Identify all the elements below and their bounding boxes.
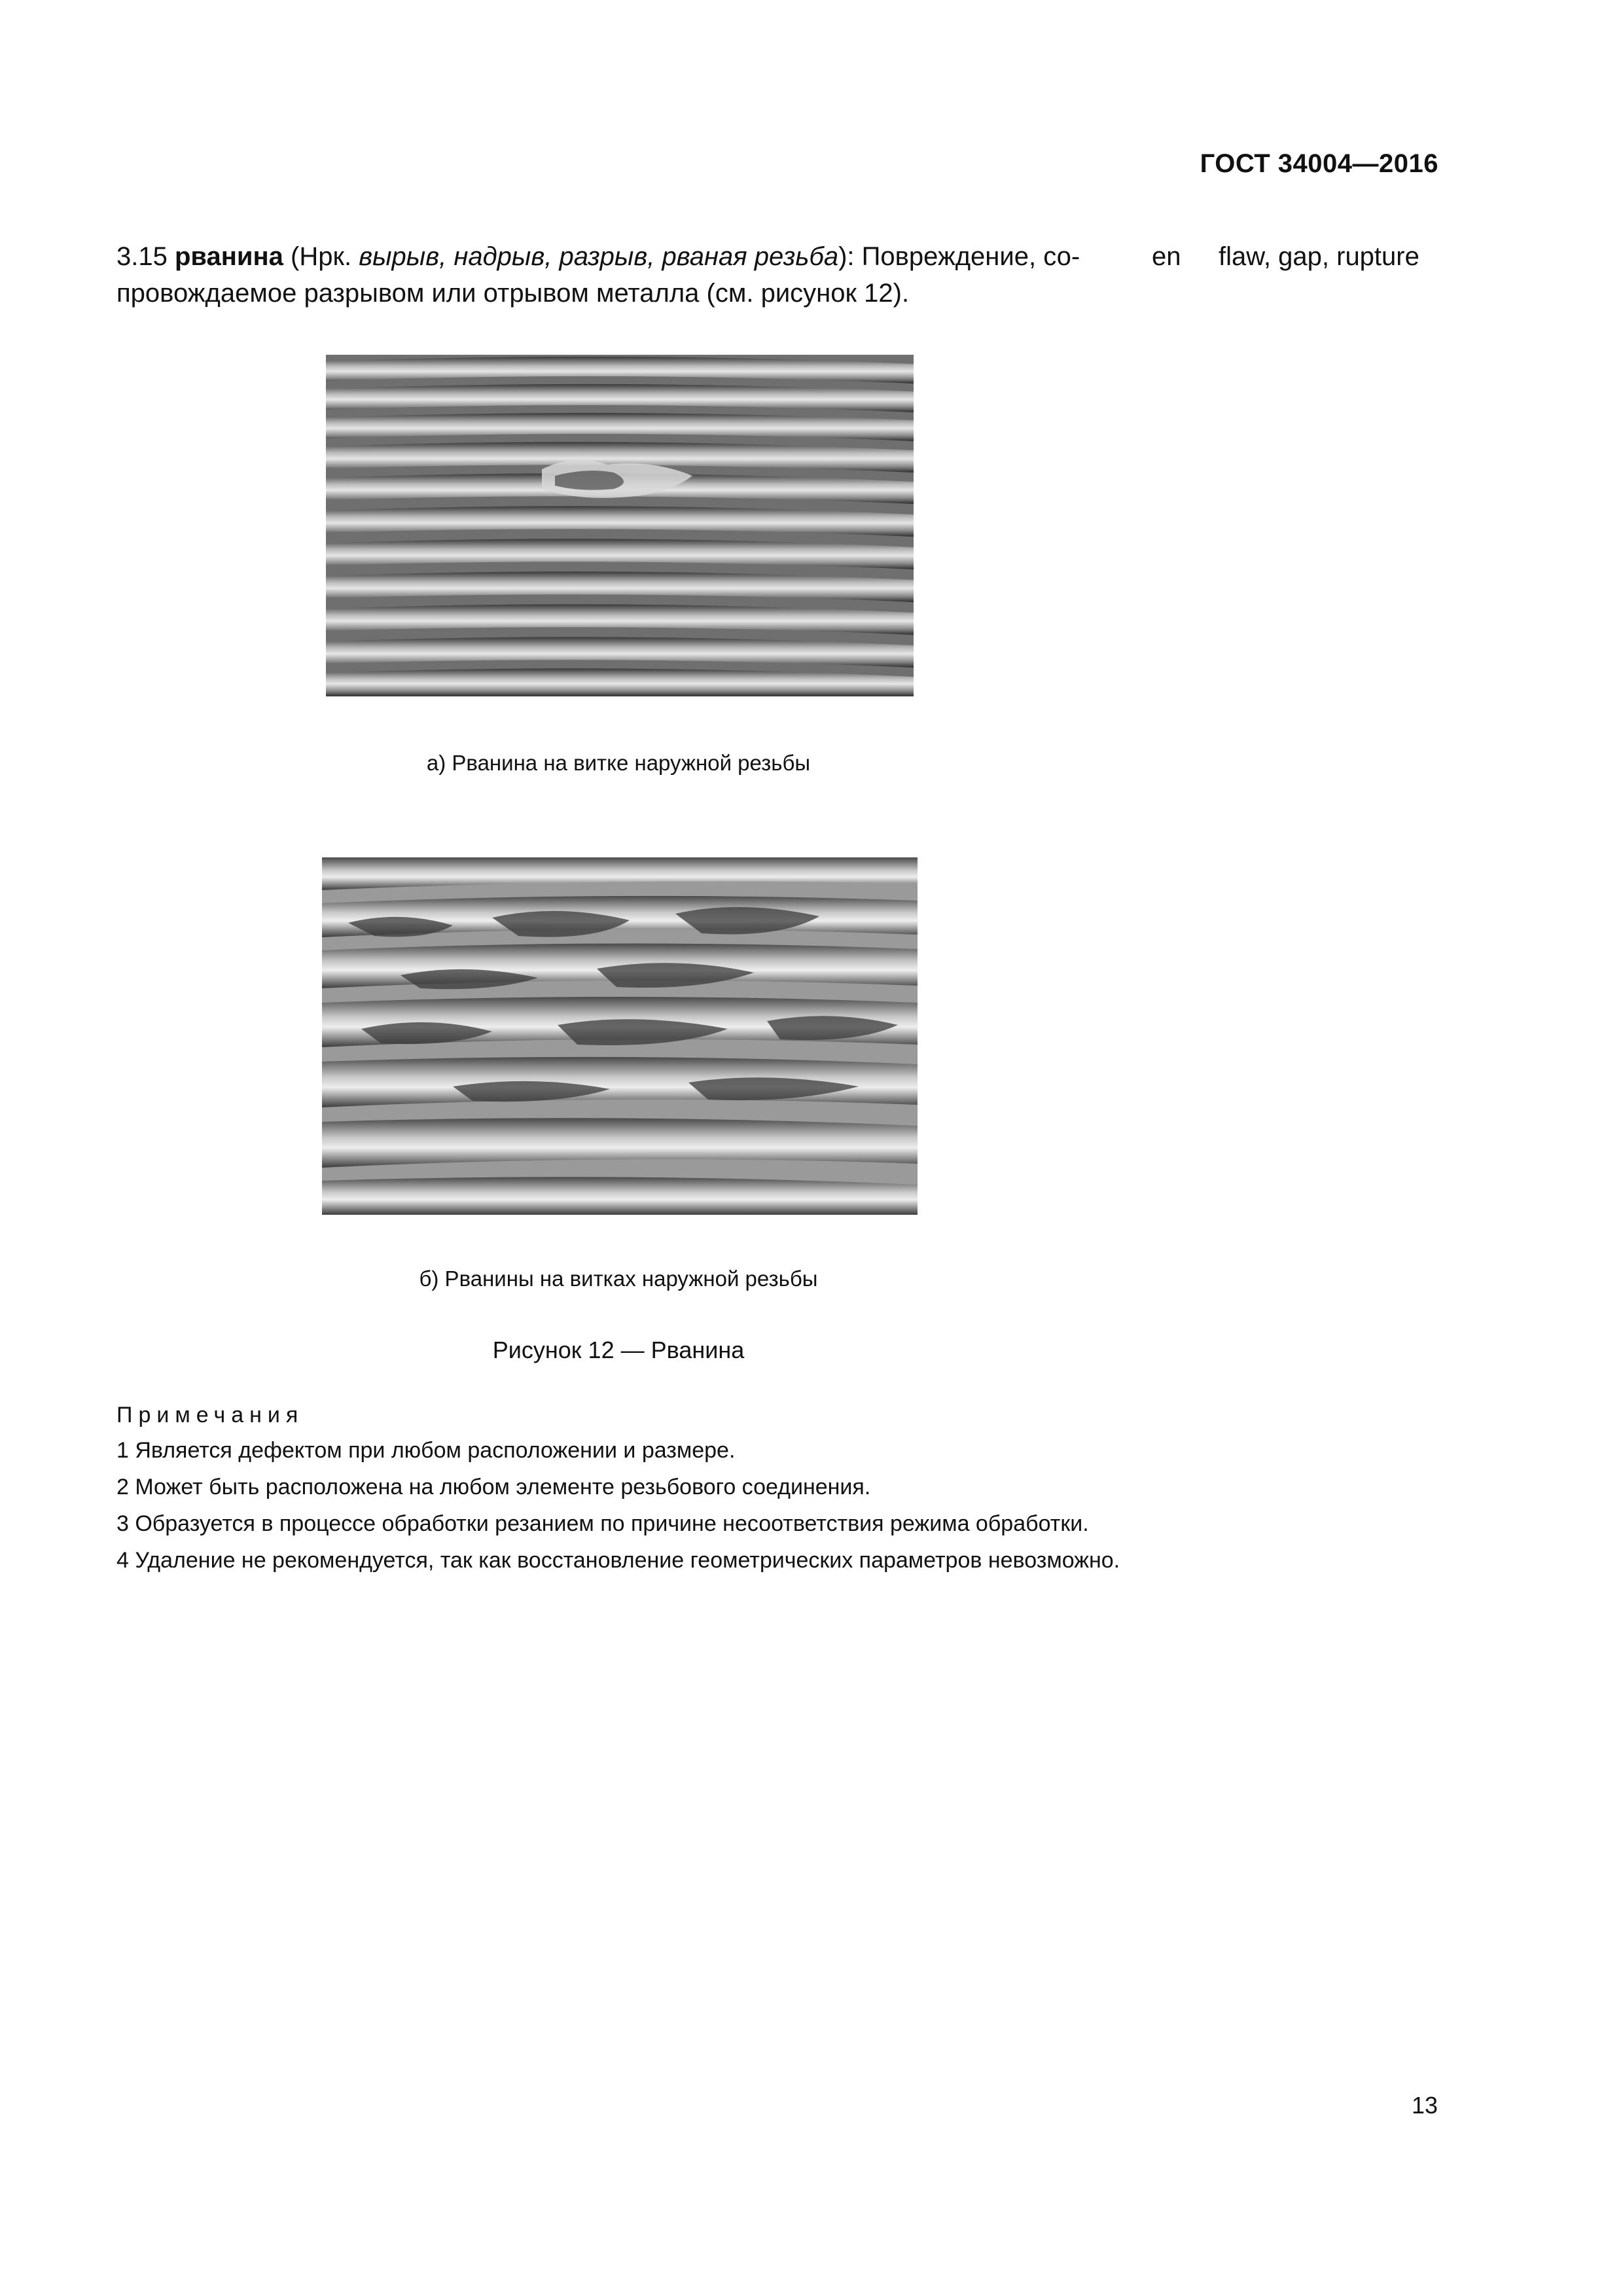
term-definition-line1: Повреждение, со- [861, 242, 1080, 271]
english-language-code: en [1152, 242, 1181, 271]
term-name: рванина [174, 242, 283, 271]
notes-heading: Примечания [116, 1403, 304, 1427]
term-definition-line2: провождаемое разрывом или отрывом металла (см. рисунок 12). [116, 279, 910, 308]
caption-photo-b: б) Рванины на витках наружной резьбы [419, 1266, 818, 1291]
caption-photo-a: а) Рванина на витке наружной резьбы [426, 751, 811, 775]
page-number: 13 [1411, 2092, 1438, 2119]
note-item: 1 Является дефектом при любом расположении и размере. [116, 1438, 736, 1463]
term-number: 3.15 [116, 242, 168, 271]
note-item: 3 Образуется в процессе обработки резанием по причине несоответствия режима обработки. [116, 1511, 1089, 1536]
synonyms-prefix: (Нрк. [291, 242, 352, 271]
synonyms-suffix: ): [838, 242, 855, 271]
note-item: 4 Удаление не рекомендуется, так как восстановление геометрических параметров невозможно. [116, 1548, 1120, 1573]
term-synonyms: вырыв, надрыв, разрыв, рваная резьба [359, 242, 839, 271]
notes-section [116, 1401, 1124, 1583]
document-code: ГОСТ 34004—2016 [1200, 149, 1438, 178]
figure-title: Рисунок 12 — Рванина [492, 1336, 745, 1363]
photo-thread-flaw-single [326, 355, 914, 696]
note-item: 2 Может быть расположена на любом элементе резьбового соединения. [116, 1475, 871, 1499]
photo-thread-flaws-multiple [322, 857, 918, 1215]
term-entry [116, 238, 1124, 312]
english-term: flaw, gap, rupture [1219, 242, 1419, 271]
